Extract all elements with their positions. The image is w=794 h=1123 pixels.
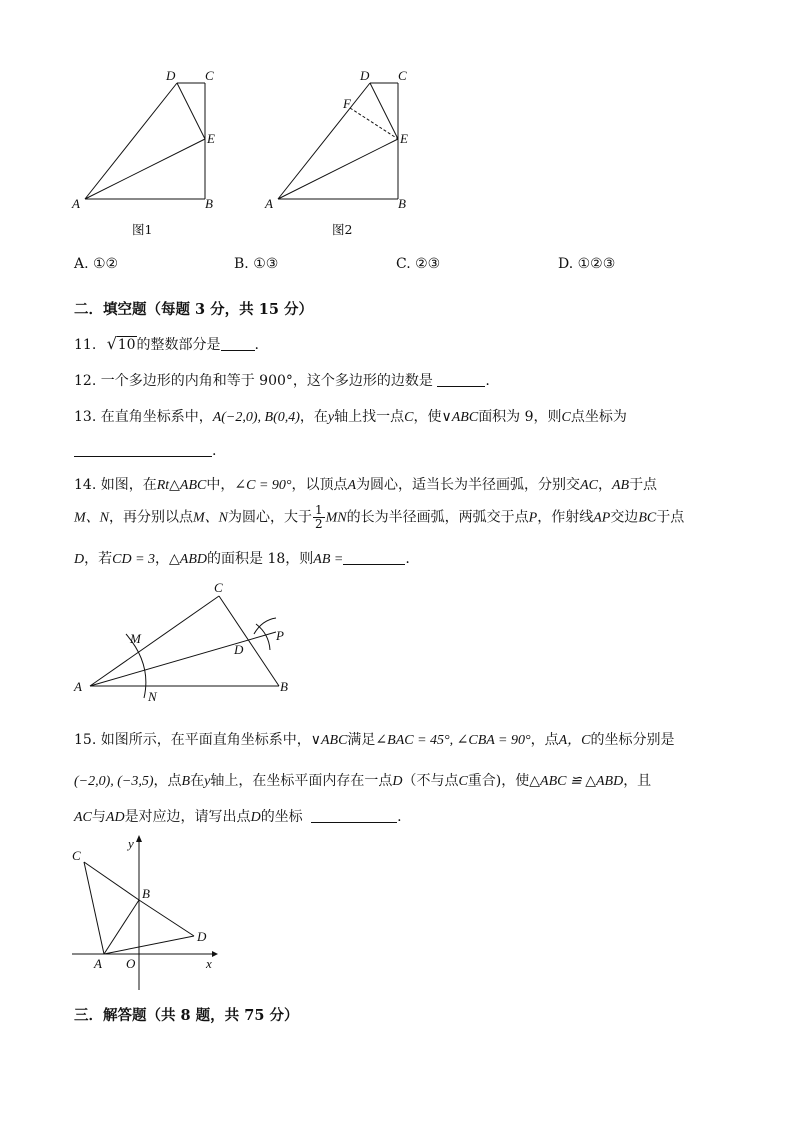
fig2-label-E: E: [400, 131, 408, 146]
section-2-title: 二．填空题（每题 3 分，共 15 分）: [74, 301, 313, 318]
q15-t5: 在: [190, 773, 205, 789]
q15-t3: 的坐标分别是: [590, 732, 675, 748]
q13-end: .: [212, 443, 217, 459]
q14-t4: ，: [597, 477, 612, 493]
question-15-line2: [74, 770, 651, 790]
q11-text: 的整数部分是: [136, 337, 221, 353]
q15-fig-D: D: [197, 929, 207, 944]
q14-fig-B: B: [280, 679, 288, 694]
fig1-label-B: B: [205, 196, 213, 211]
q15-t12: 的坐标: [260, 809, 303, 825]
q14-angle: ∠C = 90°: [234, 478, 292, 493]
question-14-line2: [74, 504, 684, 531]
q14-MN1: M、N: [74, 510, 109, 526]
q15-t7: （不与点: [402, 773, 459, 789]
fig1-caption: 图1: [132, 222, 153, 237]
q15-triangle: ∨ABC: [310, 733, 348, 748]
q14-t12: ，若: [84, 551, 113, 567]
q15-fig-B: B: [142, 886, 150, 901]
q14-t7: 为圆心，大于: [228, 509, 312, 526]
option-a: A. ①②: [74, 256, 119, 272]
question-13: [74, 406, 627, 426]
q13-coords: A(−2,0), B(0,4): [212, 410, 300, 425]
question-14-line1: [74, 474, 657, 494]
q11-answer-blank[interactable]: [221, 336, 255, 351]
fig2-caption: 图2: [332, 222, 353, 237]
q14-t6: ，再分别以点: [109, 509, 193, 526]
figure-1: [85, 83, 205, 199]
q15-end: .: [397, 809, 402, 825]
question-14-line3: [74, 548, 410, 568]
q12-answer-blank[interactable]: [437, 372, 485, 387]
q14-AP: AP: [593, 510, 611, 526]
q15-t1: 满足: [347, 732, 376, 748]
q14-t5: 于点: [629, 477, 658, 493]
q15-t9: ，且: [623, 773, 652, 789]
q14-t13: ，: [155, 551, 170, 567]
q14-fig-A: A: [74, 679, 82, 694]
q15-y: y: [204, 774, 211, 789]
question-13-answer: [74, 442, 216, 459]
q14-t9: ，作射线: [537, 509, 594, 526]
q15-congruence: △ABC ≌ △ABD: [529, 774, 624, 789]
q11-sqrt: √ 10: [106, 334, 136, 353]
question-15-line1: [74, 729, 675, 749]
q15-fig-O: O: [126, 956, 136, 971]
q13-mid2: 轴上找一点: [334, 409, 405, 425]
q15-t6: 轴上，在坐标平面内存在一点: [210, 773, 393, 789]
fig2-label-D: D: [360, 68, 370, 83]
q15-pre: 15. 如图所示，在平面直角坐标系中，: [74, 732, 311, 748]
figure-1-2: [60, 62, 440, 242]
q13-c: C: [404, 410, 414, 425]
q14-pre: 14. 如图，在: [74, 477, 157, 493]
q15-AD: AD: [105, 810, 125, 825]
q15-fig-y: y: [128, 836, 134, 851]
question-12: [74, 370, 490, 390]
figure-q15: [66, 832, 226, 992]
q14-CD: CD = 3: [112, 552, 156, 567]
q14-AC: AC: [580, 478, 598, 493]
q14-A: A: [347, 478, 357, 493]
q15-coords: (−2,0), (−3,5): [74, 774, 154, 789]
q14-fig-P: P: [276, 628, 284, 643]
q15-D: D: [392, 774, 403, 789]
question-15-line3: [74, 806, 402, 826]
q12-text: 12. 一个多边形的内角和等于 900°，这个多边形的边数是: [74, 373, 433, 389]
question-11: [74, 334, 259, 354]
figure-q14: [66, 574, 306, 704]
q14-fig-C: C: [214, 580, 223, 595]
q13-c2: C: [561, 410, 571, 425]
q15-t11: 是对应边，请写出点: [124, 809, 251, 825]
q15-fig-C: C: [72, 848, 81, 863]
q12-end: .: [485, 373, 490, 389]
q15-angles: ∠BAC = 45°, ∠CBA = 90°: [375, 733, 531, 748]
q11-end: .: [254, 337, 259, 353]
q14-P: P: [528, 510, 538, 526]
q14-t10: 交边: [610, 509, 639, 526]
option-d: D. ①②③: [558, 256, 616, 272]
q14-t2: ，以顶点: [291, 477, 348, 493]
q15-D2: D: [250, 810, 261, 825]
option-c: C. ②③: [396, 256, 441, 272]
fig1-label-E: E: [207, 131, 215, 146]
figure-2: [278, 83, 398, 199]
q15-fig-x: x: [206, 956, 212, 971]
q14-MN3: MN: [325, 510, 347, 526]
fig2-label-A: A: [265, 196, 273, 211]
fig2-label-F: F: [343, 96, 351, 111]
q14-fig-N: N: [148, 689, 157, 704]
q13-answer-blank[interactable]: [74, 442, 212, 457]
q14-t11: 于点: [656, 509, 685, 526]
q13-y: y: [327, 410, 335, 425]
q15-t8: 重合)，使: [467, 773, 530, 789]
q14-answer-blank[interactable]: [343, 550, 405, 565]
q15-t4: ，点: [153, 773, 182, 789]
fig1-label-D: D: [166, 68, 176, 83]
q15-C: C: [458, 774, 468, 789]
q14-ABD: △ABD: [169, 552, 208, 567]
q15-t10: 与: [91, 809, 106, 825]
q14-t1: 中，: [206, 477, 235, 493]
q14-BC: BC: [638, 510, 657, 526]
q14-frac-num: 1: [315, 503, 323, 517]
q15-t2: ，点: [530, 732, 559, 748]
q14-fig-D: D: [234, 642, 244, 657]
q11-radicand: 10: [117, 337, 136, 353]
q14-t3: 为圆心，适当长为半径画弧，分别交: [356, 477, 581, 493]
q14-frac-den: 2: [315, 517, 323, 531]
q14-t8: 的长为半径画弧，两弧交于点: [346, 509, 529, 526]
q15-AC: AC: [74, 810, 92, 825]
q14-D: D: [74, 552, 85, 567]
section-3-title: 三．解答题（共 8 题，共 75 分）: [74, 1007, 299, 1024]
q13-mid1: ，在: [299, 409, 328, 425]
q13-post: 点坐标为: [570, 409, 627, 425]
q13-mid4: 面积为 9，则: [478, 409, 562, 425]
fig2-label-C: C: [398, 68, 407, 83]
q15-answer-blank[interactable]: [311, 808, 397, 823]
q14-MN2: M、N: [193, 510, 228, 526]
q13-pre: 13. 在直角坐标系中，: [74, 409, 213, 425]
q15-fig-A: A: [94, 956, 102, 971]
q14-end: .: [405, 551, 410, 567]
q13-mid3: ，使: [413, 409, 442, 425]
q14-AB-eq: AB =: [313, 552, 344, 567]
q14-fig-M: M: [130, 631, 141, 646]
fig1-label-A: A: [72, 196, 80, 211]
q14-t14: 的面积是 18，则: [207, 551, 314, 567]
q15-B: B: [181, 774, 191, 789]
fig1-label-C: C: [205, 68, 214, 83]
option-b: B. ①③: [234, 256, 279, 272]
q15-AC-points: A，C: [558, 733, 591, 748]
q14-AB: AB: [611, 478, 630, 493]
q11-number: 11.: [74, 337, 97, 353]
fig2-label-B: B: [398, 196, 406, 211]
q14-fraction: [313, 504, 325, 531]
q13-triangle: ∨ABC: [441, 410, 479, 425]
q14-rt-triangle: Rt△ABC: [156, 478, 207, 493]
